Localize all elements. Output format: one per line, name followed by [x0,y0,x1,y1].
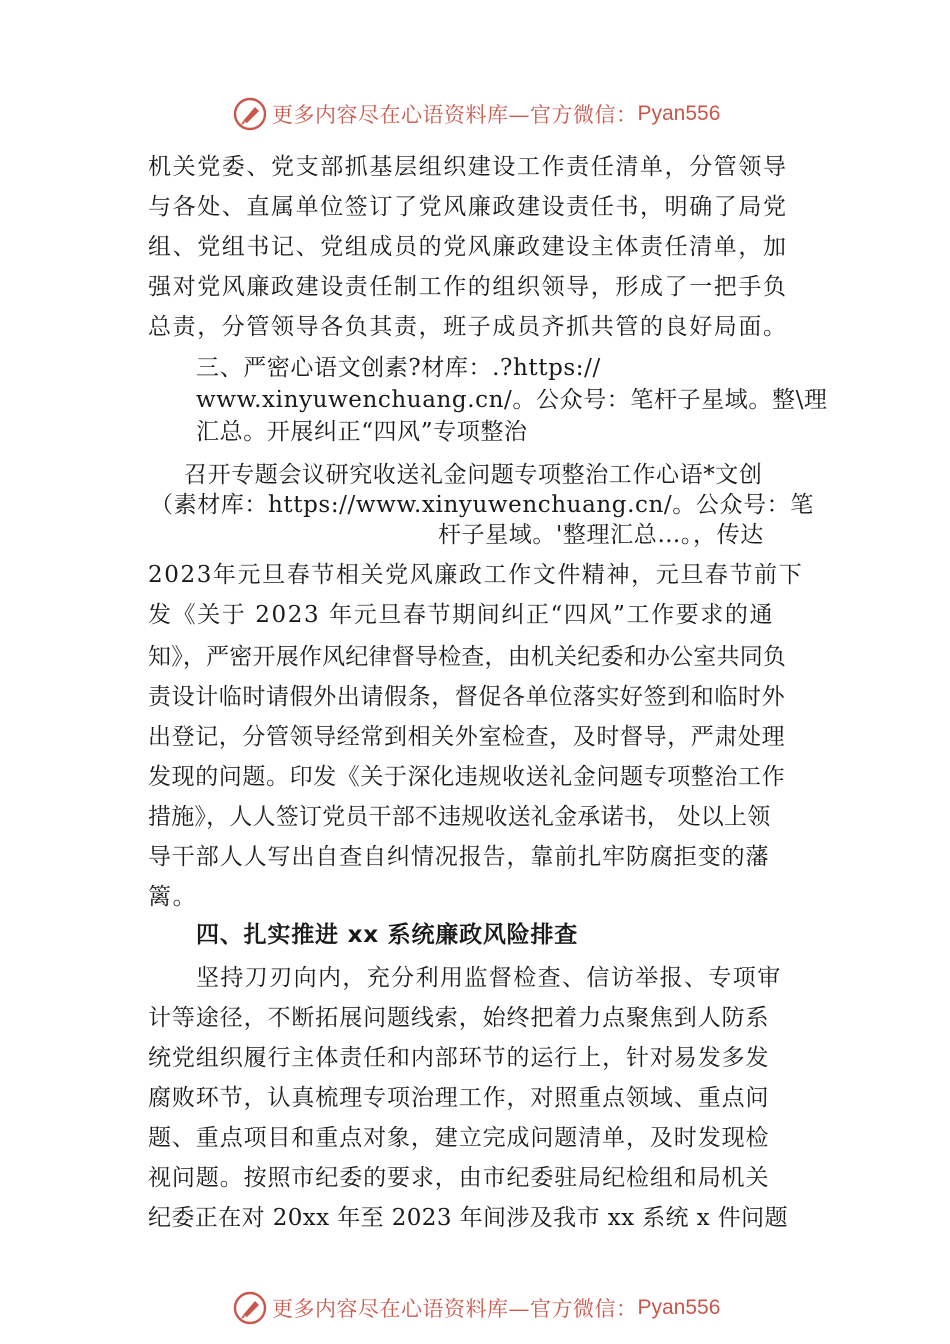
pen-nib-circle-icon [232,96,268,132]
body-line: 知》，严密开展作风纪律督导检查，由机关纪委和办公室共同负 [148,644,787,670]
body-line: 题、重点项目和重点对象，建立完成问题清单，及时发现检 [148,1125,770,1151]
watermark-handle: Pyan556 [637,1296,721,1319]
body-line: 计等途径，不断拓展问题线索，始终把着力点聚焦到人防系 [148,1005,770,1031]
watermark-text: 更多内容尽在心语资料库—官方微信： [272,1297,638,1321]
section-heading-3-line-3: 汇总。开展纠正“四风”专项整治 [196,419,528,445]
body-line: 召开专题会议研究收送礼金问题专项整治工作心语*文创 [184,462,763,488]
body-line: 统党组织履行主体责任和内部环节的运行上，针对易发多发 [148,1045,770,1071]
body-line: 措施》，人人签订党员干部不违规收送礼金承诺书， 处以上领 [148,804,771,830]
section-heading-3-line-1: 三、严密心语文创素?材库：.?https:// [196,355,601,381]
body-line: 篱。 [148,884,198,910]
body-line: 总责，分管领导各负其责，班子成员齐抓共管的良好局面。 [148,314,788,340]
body-line: 与各处、直属单位签订了党风廉政建设责任书，明确了局党 [148,194,788,220]
watermark-text: 更多内容尽在心语资料库—官方微信： [272,103,638,127]
section-heading-3-line-2: www.xinyuwenchuang.cn/。公众号：笔杆子星域。整\理 [196,387,828,413]
body-line: 视问题。按照市纪委的要求，由市纪委驻局纪检组和局机关 [148,1165,770,1191]
body-line: 发现的问题。印发《关于深化违规收送礼金问题专项整治工作 [148,764,786,790]
body-line: 责设计临时请假外出请假条，督促各单位落实好签到和临时外 [148,684,786,710]
body-line: 出登记，分管领导经常到相关外室检查，及时督导，严肃处理 [148,724,786,750]
body-line: 强对党风廉政建设责任制工作的组织领导，形成了一把手负 [148,274,788,300]
body-line: （素材库：https://www.xinyuwenchuang.cn/。公众号：笔 [150,492,814,518]
body-line: 纪委正在对 20xx 年至 2023 年间涉及我市 xx 系统 x 件问题 [148,1205,788,1231]
footer-watermark [232,1288,720,1328]
body-line: 组、党组书记、党组成员的党风廉政建设主体责任清单，加 [148,234,788,260]
header-watermark [232,94,720,134]
body-line: 机关党委、党支部抓基层组织建设工作责任清单，分管领导 [148,154,788,180]
body-line: 坚持刀刃向内，充分利用监督检查、信访举报、专项审 [196,965,782,991]
pen-nib-circle-icon [232,1290,268,1326]
section-heading-4: 四、扎实推进 xx 系统廉政风险排查 [196,922,579,948]
body-line: 导干部人人写出自查自纠情况报告，靠前扎牢防腐拒变的藩 [148,844,770,870]
body-line: 2023年元旦春节相关党风廉政工作文件精神，元旦春节前下 [148,562,804,588]
body-line: 腐败环节，认真梳理专项治理工作，对照重点领域、重点问 [148,1085,770,1111]
body-line: 杆子星域。'整理汇总…。，传达 [438,522,764,548]
body-line: 发《关于 2023 年元旦春节期间纠正“四风”工作要求的通 [148,602,775,628]
watermark-handle: Pyan556 [637,102,721,125]
